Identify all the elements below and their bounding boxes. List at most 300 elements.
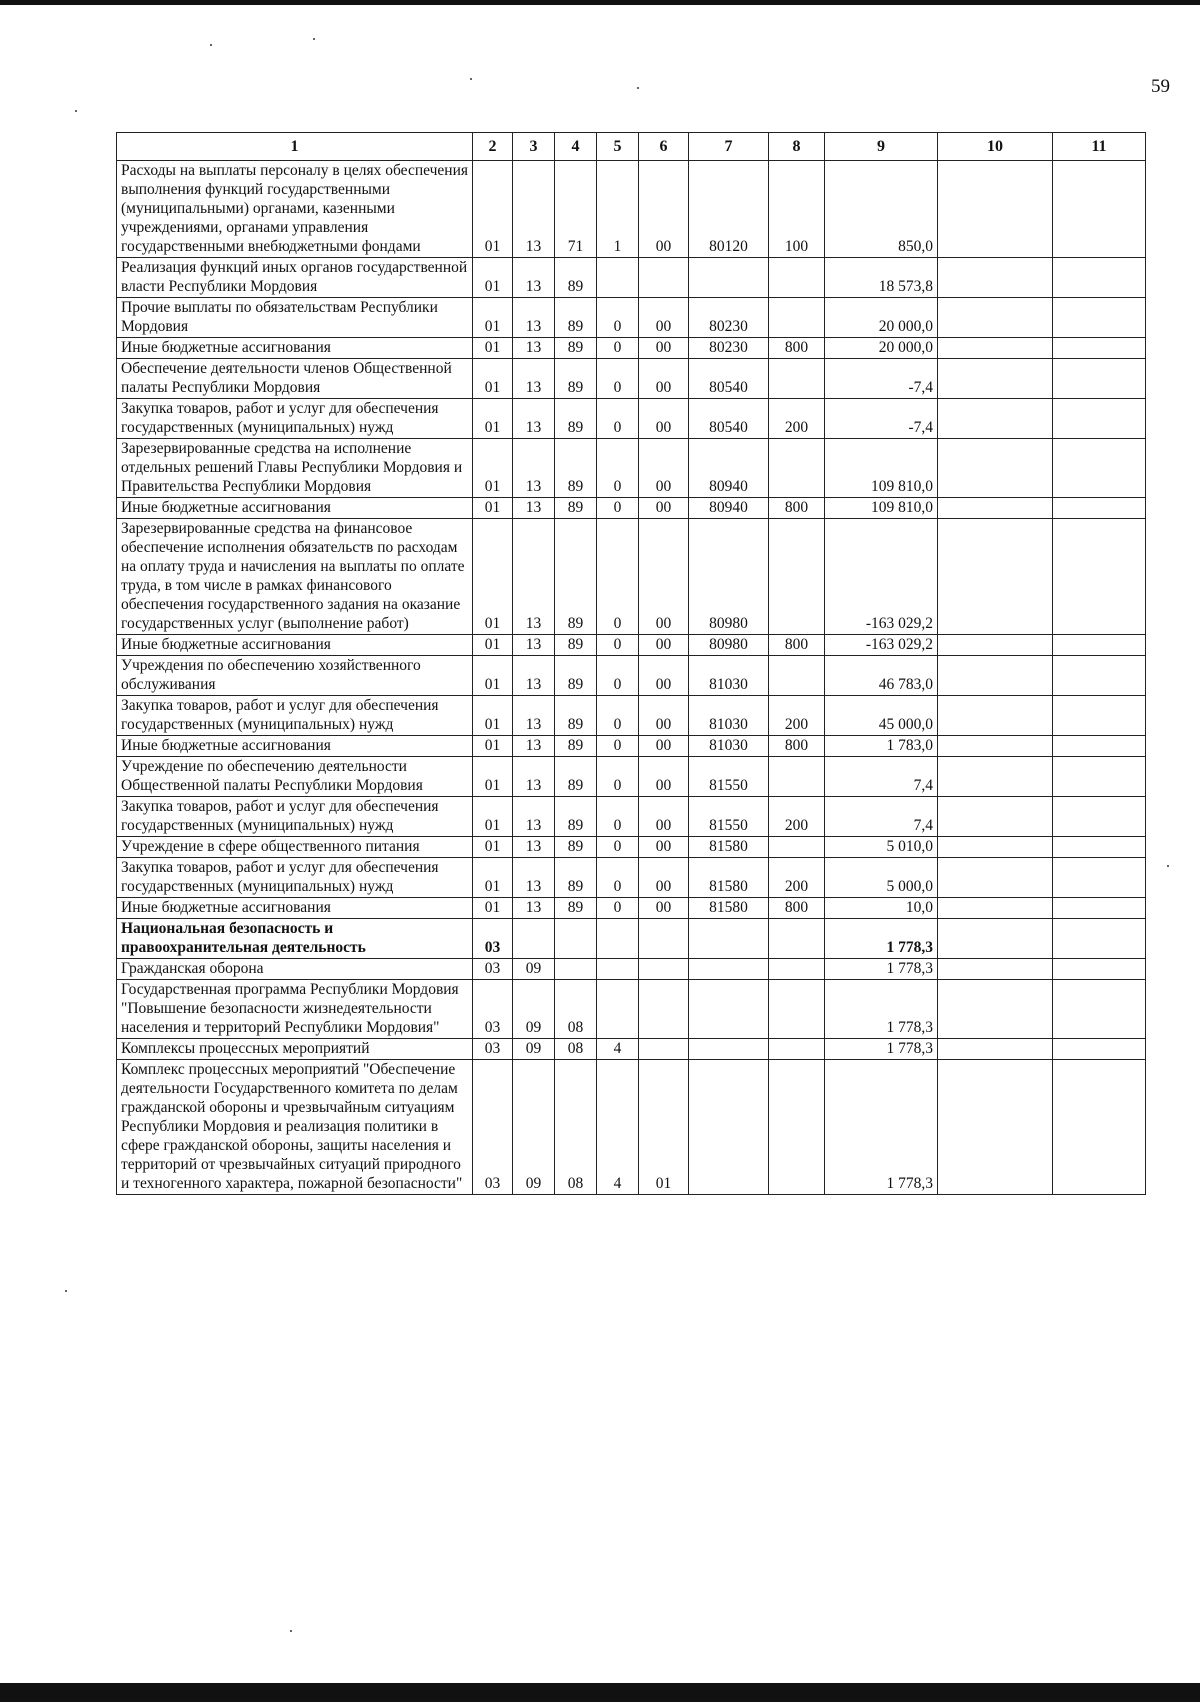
subsection-code-cell: 13 [513, 757, 555, 797]
amount-cell: 7,4 [825, 757, 938, 797]
column-header: 5 [597, 133, 639, 161]
subsection-code-cell [513, 919, 555, 959]
subprogram-code-cell: 0 [597, 837, 639, 858]
section-code-cell: 01 [473, 439, 513, 498]
amount-cell: 1 778,3 [825, 1060, 938, 1195]
row-name-cell: Учреждение по обеспечению деятельности Общественной палаты Республики Мордовия [117, 757, 473, 797]
budget-table [116, 132, 1146, 1195]
expense-type-cell: 100 [769, 161, 825, 258]
direction-code-cell: 81030 [689, 696, 769, 736]
table-row [117, 757, 1146, 797]
direction-code-cell [689, 959, 769, 980]
expense-type-cell [769, 757, 825, 797]
column-10-cell [938, 797, 1053, 837]
row-name-cell: Иные бюджетные ассигнования [117, 498, 473, 519]
expense-type-cell [769, 656, 825, 696]
table-row [117, 298, 1146, 338]
subprogram-code-cell: 0 [597, 858, 639, 898]
event-code-cell: 00 [639, 439, 689, 498]
column-header: 4 [555, 133, 597, 161]
table-row [117, 161, 1146, 258]
row-name-cell: Расходы на выплаты персоналу в целях обеспечения выполнения функций государственными (муниципальными) органами, казенными учреждениями, органами управления государственными внебюджетными фондами [117, 161, 473, 258]
column-10-cell [938, 1039, 1053, 1060]
event-code-cell [639, 258, 689, 298]
event-code-cell [639, 980, 689, 1039]
direction-code-cell: 81550 [689, 797, 769, 837]
column-10-cell [938, 757, 1053, 797]
column-10-cell [938, 736, 1053, 757]
amount-cell: 20 000,0 [825, 298, 938, 338]
scan-speck [313, 38, 315, 40]
subprogram-code-cell: 1 [597, 161, 639, 258]
subsection-code-cell: 13 [513, 858, 555, 898]
direction-code-cell: 81030 [689, 656, 769, 696]
row-name-cell: Иные бюджетные ассигнования [117, 736, 473, 757]
program-code-cell: 89 [555, 498, 597, 519]
amount-cell: -7,4 [825, 359, 938, 399]
subsection-code-cell: 13 [513, 736, 555, 757]
subsection-code-cell: 13 [513, 837, 555, 858]
subprogram-code-cell [597, 980, 639, 1039]
table-row [117, 858, 1146, 898]
table-row [117, 359, 1146, 399]
column-header: 7 [689, 133, 769, 161]
column-11-cell [1053, 439, 1146, 498]
row-name-cell: Национальная безопасность и правоохранительная деятельность [117, 919, 473, 959]
event-code-cell: 00 [639, 298, 689, 338]
event-code-cell: 01 [639, 1060, 689, 1195]
expense-type-cell: 200 [769, 696, 825, 736]
column-10-cell [938, 919, 1053, 959]
expense-type-cell [769, 837, 825, 858]
column-11-cell [1053, 635, 1146, 656]
subsection-code-cell: 13 [513, 898, 555, 919]
section-code-cell: 01 [473, 656, 513, 696]
scan-speck [290, 1630, 292, 1632]
column-10-cell [938, 837, 1053, 858]
column-10-cell [938, 399, 1053, 439]
subsection-code-cell: 13 [513, 338, 555, 359]
section-code-cell: 03 [473, 959, 513, 980]
direction-code-cell: 80940 [689, 498, 769, 519]
amount-cell: -163 029,2 [825, 519, 938, 635]
row-name-cell: Государственная программа Республики Мордовия "Повышение безопасности жизнедеятельности населения и территорий Республики Мордовия" [117, 980, 473, 1039]
column-11-cell [1053, 919, 1146, 959]
column-10-cell [938, 439, 1053, 498]
program-code-cell: 89 [555, 519, 597, 635]
row-name-cell: Учреждение в сфере общественного питания [117, 837, 473, 858]
program-code-cell: 89 [555, 837, 597, 858]
table-row [117, 498, 1146, 519]
subprogram-code-cell: 0 [597, 298, 639, 338]
program-code-cell: 89 [555, 359, 597, 399]
program-code-cell: 89 [555, 736, 597, 757]
column-11-cell [1053, 898, 1146, 919]
direction-code-cell: 81550 [689, 757, 769, 797]
direction-code-cell [689, 980, 769, 1039]
expense-type-cell [769, 919, 825, 959]
subprogram-code-cell: 0 [597, 797, 639, 837]
expense-type-cell: 800 [769, 338, 825, 359]
amount-cell: -7,4 [825, 399, 938, 439]
direction-code-cell: 81030 [689, 736, 769, 757]
column-11-cell [1053, 757, 1146, 797]
column-10-cell [938, 519, 1053, 635]
scan-speck [65, 1290, 67, 1292]
program-code-cell [555, 959, 597, 980]
column-10-cell [938, 656, 1053, 696]
column-10-cell [938, 498, 1053, 519]
expense-type-cell [769, 359, 825, 399]
table-row [117, 1060, 1146, 1195]
amount-cell: 20 000,0 [825, 338, 938, 359]
program-code-cell: 89 [555, 635, 597, 656]
section-code-cell: 01 [473, 757, 513, 797]
event-code-cell: 00 [639, 837, 689, 858]
column-header: 2 [473, 133, 513, 161]
amount-cell: 10,0 [825, 898, 938, 919]
column-11-cell [1053, 498, 1146, 519]
expense-type-cell [769, 980, 825, 1039]
section-code-cell: 01 [473, 498, 513, 519]
column-11-cell [1053, 858, 1146, 898]
expense-type-cell: 200 [769, 858, 825, 898]
column-11-cell [1053, 656, 1146, 696]
column-header: 10 [938, 133, 1053, 161]
event-code-cell: 00 [639, 161, 689, 258]
program-code-cell: 89 [555, 797, 597, 837]
table-row [117, 959, 1146, 980]
table-row [117, 439, 1146, 498]
section-code-cell: 01 [473, 635, 513, 656]
subsection-code-cell: 13 [513, 258, 555, 298]
table-row [117, 736, 1146, 757]
header-row [117, 133, 1146, 161]
section-code-cell: 01 [473, 258, 513, 298]
amount-cell: 1 783,0 [825, 736, 938, 757]
table-row [117, 656, 1146, 696]
column-11-cell [1053, 837, 1146, 858]
subsection-code-cell: 13 [513, 519, 555, 635]
expense-type-cell: 800 [769, 635, 825, 656]
row-name-cell: Гражданская оборона [117, 959, 473, 980]
event-code-cell: 00 [639, 359, 689, 399]
amount-cell: 1 778,3 [825, 959, 938, 980]
column-11-cell [1053, 1039, 1146, 1060]
subsection-code-cell: 09 [513, 1039, 555, 1060]
section-code-cell: 01 [473, 696, 513, 736]
event-code-cell: 00 [639, 696, 689, 736]
direction-code-cell: 81580 [689, 898, 769, 919]
amount-cell: -163 029,2 [825, 635, 938, 656]
column-header: 8 [769, 133, 825, 161]
direction-code-cell: 80120 [689, 161, 769, 258]
column-11-cell [1053, 298, 1146, 338]
direction-code-cell: 80980 [689, 635, 769, 656]
event-code-cell: 00 [639, 898, 689, 919]
table-row [117, 399, 1146, 439]
scan-speck [1167, 865, 1169, 867]
event-code-cell: 00 [639, 399, 689, 439]
program-code-cell: 89 [555, 898, 597, 919]
subprogram-code-cell: 0 [597, 635, 639, 656]
subprogram-code-cell: 0 [597, 439, 639, 498]
column-11-cell [1053, 161, 1146, 258]
expense-type-cell [769, 1039, 825, 1060]
direction-code-cell: 80230 [689, 298, 769, 338]
event-code-cell [639, 919, 689, 959]
row-name-cell: Иные бюджетные ассигнования [117, 338, 473, 359]
subsection-code-cell: 09 [513, 1060, 555, 1195]
section-code-cell: 01 [473, 399, 513, 439]
direction-code-cell [689, 1060, 769, 1195]
column-11-cell [1053, 258, 1146, 298]
row-name-cell: Закупка товаров, работ и услуг для обеспечения государственных (муниципальных) нужд [117, 858, 473, 898]
program-code-cell: 89 [555, 858, 597, 898]
scan-speck [210, 44, 212, 46]
program-code-cell: 71 [555, 161, 597, 258]
amount-cell: 46 783,0 [825, 656, 938, 696]
subprogram-code-cell: 0 [597, 498, 639, 519]
amount-cell: 5 010,0 [825, 837, 938, 858]
section-code-cell: 01 [473, 898, 513, 919]
table-row [117, 635, 1146, 656]
event-code-cell: 00 [639, 519, 689, 635]
direction-code-cell: 81580 [689, 858, 769, 898]
direction-code-cell: 81580 [689, 837, 769, 858]
row-name-cell: Учреждения по обеспечению хозяйственного обслуживания [117, 656, 473, 696]
event-code-cell: 00 [639, 858, 689, 898]
column-11-cell [1053, 736, 1146, 757]
subsection-code-cell: 13 [513, 656, 555, 696]
subprogram-code-cell: 4 [597, 1060, 639, 1195]
table-row [117, 919, 1146, 959]
section-code-cell: 01 [473, 298, 513, 338]
subsection-code-cell: 13 [513, 399, 555, 439]
column-10-cell [938, 338, 1053, 359]
direction-code-cell [689, 1039, 769, 1060]
section-code-cell: 01 [473, 858, 513, 898]
scan-top-edge [0, 0, 1200, 5]
column-header: 1 [117, 133, 473, 161]
column-11-cell [1053, 959, 1146, 980]
row-name-cell: Зарезервированные средства на финансовое обеспечение исполнения обязательств по расходам на оплату труда и начисления на выплаты по оплате труда, в том числе в рамках финансового обеспечения государственного задания на оказание государственных услуг (выполнение работ) [117, 519, 473, 635]
amount-cell: 1 778,3 [825, 1039, 938, 1060]
direction-code-cell [689, 258, 769, 298]
column-header: 3 [513, 133, 555, 161]
section-code-cell: 01 [473, 359, 513, 399]
section-code-cell: 03 [473, 919, 513, 959]
subprogram-code-cell: 0 [597, 757, 639, 797]
subprogram-code-cell [597, 959, 639, 980]
table-row [117, 797, 1146, 837]
direction-code-cell [689, 919, 769, 959]
column-10-cell [938, 858, 1053, 898]
row-name-cell: Прочие выплаты по обязательствам Республики Мордовия [117, 298, 473, 338]
subsection-code-cell: 13 [513, 298, 555, 338]
expense-type-cell [769, 298, 825, 338]
column-11-cell [1053, 359, 1146, 399]
program-code-cell: 89 [555, 298, 597, 338]
amount-cell: 5 000,0 [825, 858, 938, 898]
section-code-cell: 01 [473, 519, 513, 635]
expense-type-cell: 800 [769, 898, 825, 919]
row-name-cell: Зарезервированные средства на исполнение отдельных решений Главы Республики Мордовия и Правительства Республики Мордовия [117, 439, 473, 498]
subprogram-code-cell: 0 [597, 898, 639, 919]
event-code-cell: 00 [639, 656, 689, 696]
column-11-cell [1053, 1060, 1146, 1195]
table-row [117, 338, 1146, 359]
program-code-cell [555, 919, 597, 959]
row-name-cell: Иные бюджетные ассигнования [117, 898, 473, 919]
row-name-cell: Комплексы процессных мероприятий [117, 1039, 473, 1060]
amount-cell: 1 778,3 [825, 980, 938, 1039]
event-code-cell: 00 [639, 498, 689, 519]
event-code-cell: 00 [639, 757, 689, 797]
event-code-cell [639, 1039, 689, 1060]
column-11-cell [1053, 696, 1146, 736]
subprogram-code-cell [597, 919, 639, 959]
subsection-code-cell: 09 [513, 959, 555, 980]
column-10-cell [938, 980, 1053, 1039]
section-code-cell: 03 [473, 980, 513, 1039]
program-code-cell: 89 [555, 399, 597, 439]
expense-type-cell: 200 [769, 399, 825, 439]
row-name-cell: Закупка товаров, работ и услуг для обеспечения государственных (муниципальных) нужд [117, 399, 473, 439]
column-10-cell [938, 898, 1053, 919]
expense-type-cell [769, 258, 825, 298]
table-row [117, 837, 1146, 858]
expense-type-cell [769, 519, 825, 635]
subsection-code-cell: 13 [513, 797, 555, 837]
expense-type-cell: 800 [769, 736, 825, 757]
table-row [117, 898, 1146, 919]
row-name-cell: Иные бюджетные ассигнования [117, 635, 473, 656]
direction-code-cell: 80230 [689, 338, 769, 359]
column-header: 9 [825, 133, 938, 161]
column-11-cell [1053, 399, 1146, 439]
program-code-cell: 08 [555, 1060, 597, 1195]
direction-code-cell: 80540 [689, 399, 769, 439]
program-code-cell: 89 [555, 696, 597, 736]
column-header: 11 [1053, 133, 1146, 161]
amount-cell: 7,4 [825, 797, 938, 837]
column-10-cell [938, 696, 1053, 736]
subsection-code-cell: 09 [513, 980, 555, 1039]
amount-cell: 1 778,3 [825, 919, 938, 959]
subsection-code-cell: 13 [513, 498, 555, 519]
table-row [117, 980, 1146, 1039]
event-code-cell: 00 [639, 338, 689, 359]
column-10-cell [938, 258, 1053, 298]
program-code-cell: 89 [555, 656, 597, 696]
subprogram-code-cell: 0 [597, 399, 639, 439]
subsection-code-cell: 13 [513, 359, 555, 399]
page-number: 59 [1151, 76, 1170, 97]
column-10-cell [938, 635, 1053, 656]
subprogram-code-cell: 0 [597, 736, 639, 757]
amount-cell: 109 810,0 [825, 498, 938, 519]
program-code-cell: 08 [555, 980, 597, 1039]
section-code-cell: 01 [473, 161, 513, 258]
subprogram-code-cell: 0 [597, 696, 639, 736]
column-10-cell [938, 1060, 1053, 1195]
section-code-cell: 01 [473, 736, 513, 757]
table-row [117, 696, 1146, 736]
column-header: 6 [639, 133, 689, 161]
scan-bottom-edge [0, 1683, 1200, 1702]
subprogram-code-cell: 0 [597, 656, 639, 696]
subsection-code-cell: 13 [513, 696, 555, 736]
row-name-cell: Закупка товаров, работ и услуг для обеспечения государственных (муниципальных) нужд [117, 797, 473, 837]
column-11-cell [1053, 519, 1146, 635]
row-name-cell: Закупка товаров, работ и услуг для обеспечения государственных (муниципальных) нужд [117, 696, 473, 736]
column-11-cell [1053, 797, 1146, 837]
event-code-cell: 00 [639, 635, 689, 656]
amount-cell: 18 573,8 [825, 258, 938, 298]
event-code-cell: 00 [639, 797, 689, 837]
row-name-cell: Реализация функций иных органов государственной власти Республики Мордовия [117, 258, 473, 298]
column-10-cell [938, 359, 1053, 399]
subprogram-code-cell: 0 [597, 519, 639, 635]
expense-type-cell [769, 439, 825, 498]
program-code-cell: 89 [555, 338, 597, 359]
scan-speck [470, 78, 472, 80]
scan-speck [75, 110, 77, 112]
row-name-cell: Обеспечение деятельности членов Общественной палаты Республики Мордовия [117, 359, 473, 399]
subsection-code-cell: 13 [513, 635, 555, 656]
section-code-cell: 03 [473, 1060, 513, 1195]
subprogram-code-cell: 0 [597, 338, 639, 359]
direction-code-cell: 80980 [689, 519, 769, 635]
section-code-cell: 01 [473, 338, 513, 359]
scan-speck [637, 87, 639, 89]
amount-cell: 45 000,0 [825, 696, 938, 736]
row-name-cell: Комплекс процессных мероприятий "Обеспечение деятельности Государственного комитета по делам гражданской обороны и чрезвычайным ситуациям Республики Мордовия и реализация политики в сфере гражданской обороны, защиты населения и территорий от чрезвычайных ситуаций природного и техногенного характера, пожарной безопасности" [117, 1060, 473, 1195]
table-row [117, 519, 1146, 635]
program-code-cell: 08 [555, 1039, 597, 1060]
event-code-cell: 00 [639, 736, 689, 757]
subprogram-code-cell [597, 258, 639, 298]
expense-type-cell [769, 959, 825, 980]
column-11-cell [1053, 980, 1146, 1039]
amount-cell: 850,0 [825, 161, 938, 258]
program-code-cell: 89 [555, 258, 597, 298]
direction-code-cell: 80540 [689, 359, 769, 399]
amount-cell: 109 810,0 [825, 439, 938, 498]
direction-code-cell: 80940 [689, 439, 769, 498]
column-10-cell [938, 298, 1053, 338]
expense-type-cell: 200 [769, 797, 825, 837]
column-11-cell [1053, 338, 1146, 359]
program-code-cell: 89 [555, 439, 597, 498]
subprogram-code-cell: 0 [597, 359, 639, 399]
expense-type-cell [769, 1060, 825, 1195]
subprogram-code-cell: 4 [597, 1039, 639, 1060]
section-code-cell: 01 [473, 837, 513, 858]
program-code-cell: 89 [555, 757, 597, 797]
section-code-cell: 01 [473, 797, 513, 837]
table-row [117, 1039, 1146, 1060]
column-10-cell [938, 959, 1053, 980]
event-code-cell [639, 959, 689, 980]
subsection-code-cell: 13 [513, 161, 555, 258]
section-code-cell: 03 [473, 1039, 513, 1060]
subsection-code-cell: 13 [513, 439, 555, 498]
expense-type-cell: 800 [769, 498, 825, 519]
column-10-cell [938, 161, 1053, 258]
table-row [117, 258, 1146, 298]
